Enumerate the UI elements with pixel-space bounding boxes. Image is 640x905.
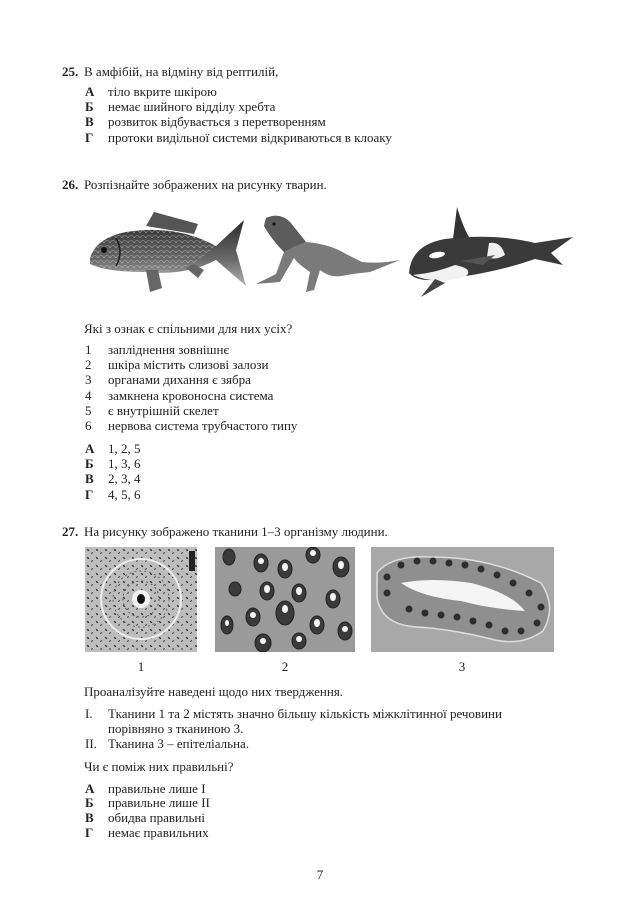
- item-number: 2: [85, 357, 92, 372]
- question-stem: Розпізнайте зображених на рисунку тварин.: [84, 177, 327, 192]
- option-text: 4, 5, 6: [108, 487, 141, 502]
- option-text: 1, 2, 5: [108, 441, 141, 456]
- option-row: [85, 114, 326, 129]
- tissue-caption: 2: [281, 659, 289, 674]
- tissue-caption: 1: [137, 659, 145, 674]
- option-text: 2, 3, 4: [108, 471, 141, 486]
- question-row: [84, 759, 234, 774]
- question-text: Чи є поміж них правильні?: [84, 759, 234, 774]
- option-row: [85, 84, 217, 99]
- question-prompt: Які з ознак є спільними для них усіх?: [84, 321, 293, 336]
- item-text: органами дихання є зябра: [108, 372, 251, 387]
- option-text: 1, 3, 6: [108, 456, 141, 471]
- item-row: [85, 342, 229, 357]
- item-row: [85, 357, 268, 372]
- option-letter: Г: [85, 825, 94, 840]
- option-letter: Б: [85, 99, 94, 114]
- option-text: протоки видільної системи відкриваються в клоаку: [108, 130, 392, 145]
- option-text: правильне лише II: [108, 795, 210, 810]
- statement-row: [85, 736, 249, 751]
- option-letter: В: [85, 471, 94, 486]
- item-number: 5: [85, 403, 92, 418]
- tissue-caption: 3: [458, 659, 466, 674]
- option-row: [85, 130, 392, 145]
- question-number: 25.: [62, 64, 79, 79]
- option-text: обидва правильні: [108, 810, 205, 825]
- question-stem: На рисунку зображено тканини 1–3 організму людини.: [84, 524, 388, 539]
- question-stem: В амфібій, на відміну від рептилій,: [84, 64, 279, 79]
- prompt-row: [84, 684, 343, 699]
- item-text: шкіра містить слизові залози: [108, 357, 269, 372]
- statement-continuation-row: [108, 721, 243, 736]
- option-row: [85, 99, 275, 114]
- item-row: [85, 418, 297, 433]
- item-text: є внутрішній скелет: [108, 403, 219, 418]
- question-header: [62, 64, 278, 79]
- statement-text: Тканини 1 та 2 містять значно більшу кількість міжклітинної речовини: [108, 706, 502, 721]
- statement-row: [85, 706, 502, 721]
- statement-number: II.: [85, 736, 97, 751]
- option-row: [85, 781, 206, 796]
- option-row: [85, 825, 209, 840]
- item-text: замкнена кровоносна система: [108, 388, 274, 403]
- item-number: 3: [85, 372, 92, 387]
- option-letter: А: [85, 84, 95, 99]
- option-row: [85, 795, 210, 810]
- tissue-3-image: [371, 547, 554, 652]
- item-row: [85, 403, 219, 418]
- option-letter: Б: [85, 795, 94, 810]
- item-number: 6: [85, 418, 92, 433]
- item-row: [85, 372, 251, 387]
- lizard-image: [250, 212, 402, 298]
- question-header: [62, 524, 388, 539]
- question-prompt: Проаналізуйте наведені щодо них твердження.: [84, 684, 344, 699]
- page-number: 7: [316, 867, 324, 882]
- option-row: [85, 441, 141, 456]
- option-text: немає шийного відділу хребта: [108, 99, 276, 114]
- option-letter: А: [85, 781, 95, 796]
- option-text: розвиток відбувається з перетворенням: [108, 114, 326, 129]
- tissue-1-image: [85, 547, 197, 652]
- option-letter: В: [85, 810, 94, 825]
- option-row: [85, 810, 205, 825]
- question-number: 27.: [62, 524, 79, 539]
- statement-text: Тканина 3 – епітеліальна.: [108, 736, 250, 751]
- option-letter: Г: [85, 487, 94, 502]
- item-text: нервова система трубчастого типу: [108, 418, 298, 433]
- item-number: 1: [85, 342, 92, 357]
- option-row: [85, 487, 141, 502]
- option-letter: В: [85, 114, 94, 129]
- item-text: запліднення зовнішнє: [108, 342, 230, 357]
- option-letter: Г: [85, 130, 94, 145]
- prompt-row: [84, 321, 292, 336]
- option-text: немає правильних: [108, 825, 209, 840]
- question-number: 26.: [62, 177, 79, 192]
- option-text: тіло вкрите шкірою: [108, 84, 217, 99]
- option-letter: Б: [85, 456, 94, 471]
- statement-text-continued: порівняно з тканиною 3.: [108, 721, 244, 736]
- item-row: [85, 388, 273, 403]
- item-number: 4: [85, 388, 92, 403]
- orca-image: [405, 203, 577, 301]
- option-letter: А: [85, 441, 95, 456]
- question-header: [62, 177, 327, 192]
- option-text: правильне лише I: [108, 781, 206, 796]
- option-row: [85, 471, 141, 486]
- tissue-2-image: [215, 547, 355, 652]
- option-row: [85, 456, 141, 471]
- fish-image: [86, 208, 248, 296]
- statement-number: I.: [85, 706, 93, 721]
